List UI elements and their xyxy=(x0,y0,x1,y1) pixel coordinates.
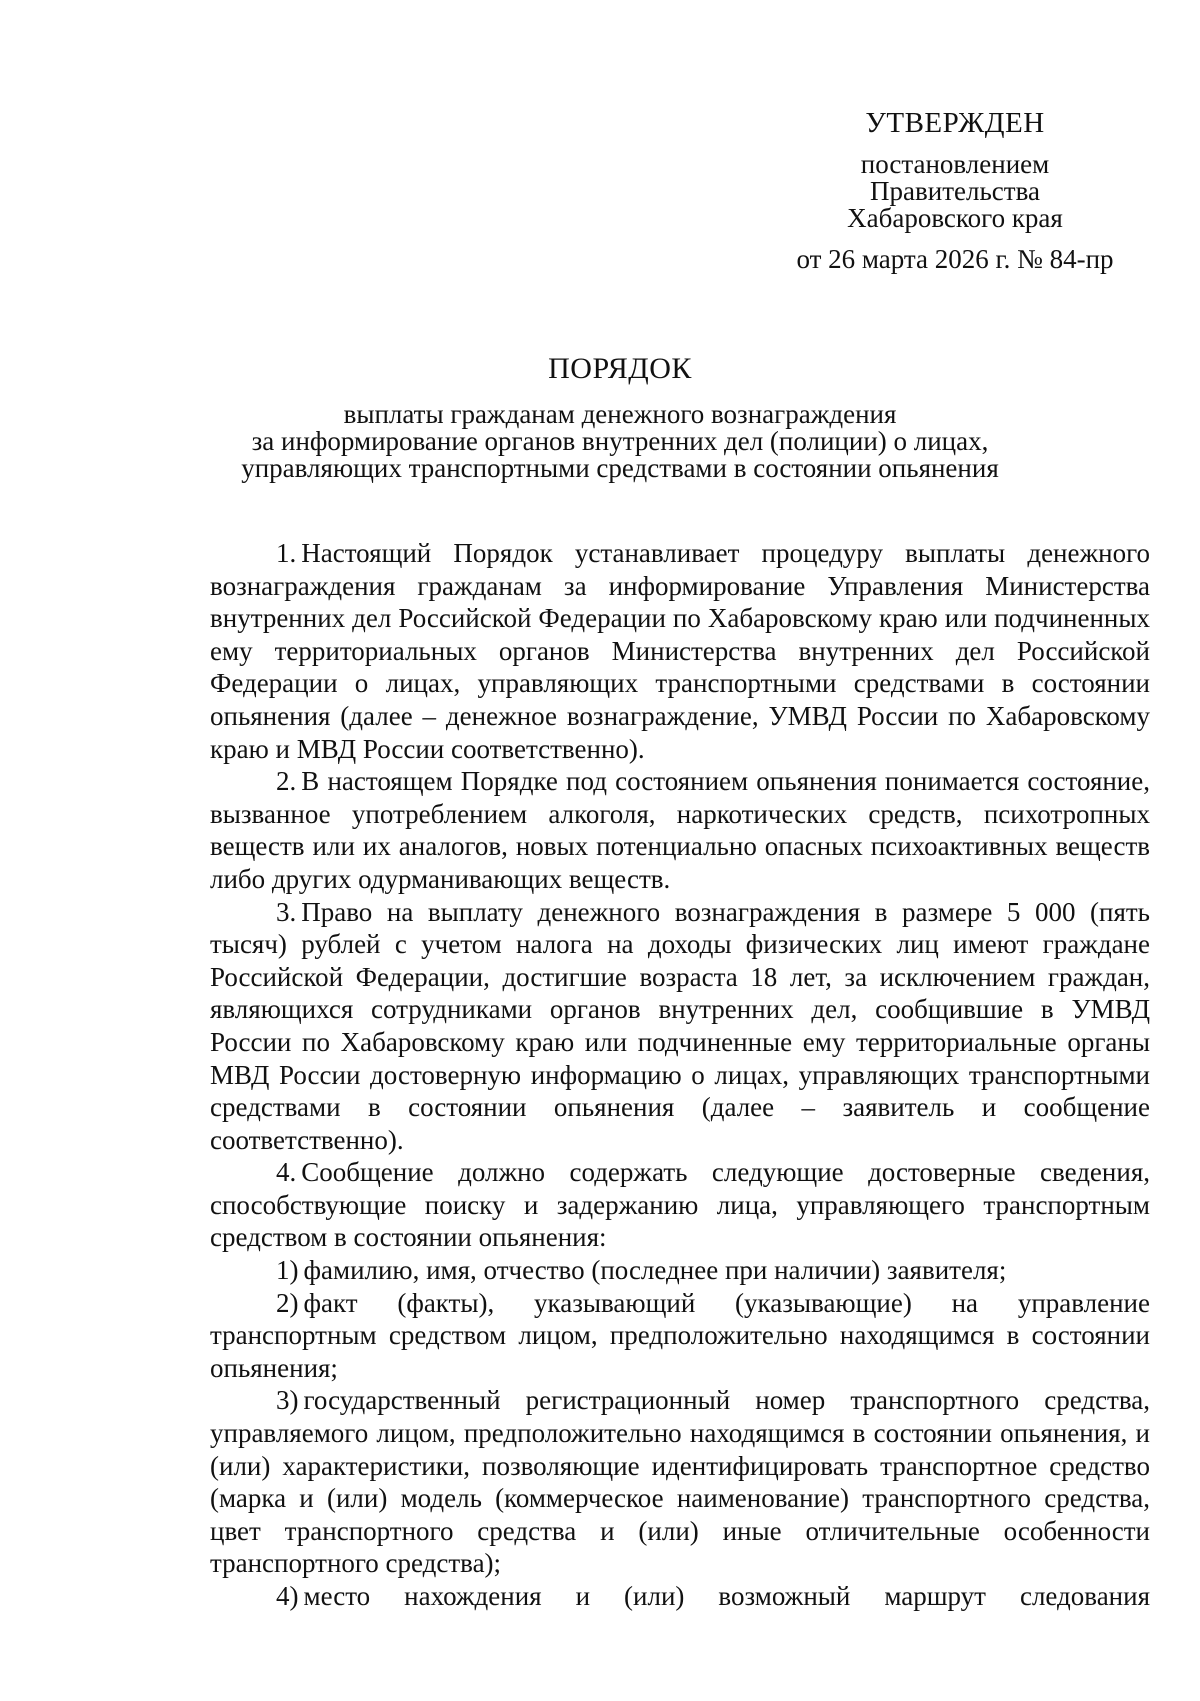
approval-line-3: Хабаровского края xyxy=(847,203,1063,233)
subitem-4 xyxy=(210,1580,1150,1613)
subitem-number: 1) xyxy=(276,1255,299,1286)
approval-block xyxy=(770,107,1140,274)
document-subtitle-line-2: за информирование органов внутренних дел (полиции) о лицах, xyxy=(251,426,989,456)
paragraph-text: Сообщение должно содержать следующие достоверные сведения, способствующие поиску и задержанию лица, управляющего транспортным средством в состоянии опьянения: xyxy=(210,1157,1150,1253)
approval-line-2: Правительства xyxy=(870,176,1040,206)
document-body xyxy=(210,537,1150,1613)
subitem-1 xyxy=(210,1254,1150,1287)
paragraph-2 xyxy=(210,765,1150,895)
subitem-text: фамилию, имя, отчество (последнее при наличии) заявителя; xyxy=(303,1255,1007,1286)
approval-heading: УТВЕРЖДЕН xyxy=(865,107,1045,139)
paragraph-number: 4. xyxy=(276,1157,297,1188)
approval-date-number: от 26 марта 2026 г. № 84-пр xyxy=(796,244,1114,274)
paragraph-number: 1. xyxy=(276,538,297,568)
paragraph-text: Настоящий Порядок устанавливает процедуру выплаты денежного вознаграждения гражданам за информирование Управления Министерства внутренних дел Российской Федерации по Хабаровскому краю или подчиненных ему территориальных органов Министерства внутренних дел Российской Федерации о лицах, управляющих транспортными средствами в состоянии опьянения (далее – денежное вознаграждение, УМВД России по Хабаровскому краю и МВД России соответственно). xyxy=(210,538,1150,764)
document-title: ПОРЯДОК xyxy=(548,352,692,385)
document-subtitle-line-1: выплаты гражданам денежного вознаграждения xyxy=(343,399,897,429)
paragraph-4 xyxy=(210,1156,1150,1254)
subitem-3 xyxy=(210,1384,1150,1580)
subitem-number: 4) xyxy=(276,1581,299,1611)
subitem-text: место нахождения и (или) возможный маршрут следования xyxy=(303,1581,1150,1611)
paragraph-text: Право на выплату денежного вознаграждения в размере 5 000 (пять тысяч) рублей с учетом налога на доходы физических лиц имеют граждане Российской Федерации, достигшие возраста 18 лет, за исключением граждан, являющихся сотрудниками органов внутренних дел, сообщившие в УМВД России по Хабаровскому краю или подчиненные ему территориальные органы МВД России достоверную информацию о лицах, управляющих транспортными средствами в состоянии опьянения (далее – заявитель и сообщение соответственно). xyxy=(210,896,1150,1155)
subitem-number: 2) xyxy=(276,1287,299,1318)
paragraph-number: 2. xyxy=(276,766,297,797)
approval-line-1: постановлением xyxy=(860,149,1050,179)
paragraph-3 xyxy=(210,896,1150,1157)
subitem-text: факт (факты), указывающий (указывающие) на управление транспортным средством лицом, предположительно находящимся в состоянии опьянения; xyxy=(210,1287,1150,1383)
paragraph-text: В настоящем Порядке под состоянием опьянения понимается состояние, вызванное употреблением алкоголя, наркотических средств, психотропных веществ или их аналогов, новых потенциально опасных психоактивных веществ либо других одурманивающих веществ. xyxy=(210,766,1150,894)
subitem-2 xyxy=(210,1287,1150,1385)
paragraph-number: 3. xyxy=(276,896,297,927)
document-subtitle-line-3: управляющих транспортными средствами в состоянии опьянения xyxy=(241,453,999,483)
subitem-text: государственный регистрационный номер транспортного средства, управляемого лицом, предположительно находящимся в состоянии опьянения, и (или) характеристики, позволяющие идентифицировать транспортное средство (марка и (или) модель (коммерческое наименование) транспортного средства, цвет транспортного средства и (или) иные отличительные особенности транспортного средства); xyxy=(210,1385,1150,1579)
subitem-number: 3) xyxy=(276,1385,299,1416)
paragraph-1 xyxy=(210,537,1150,765)
document-title-block xyxy=(240,352,1000,483)
